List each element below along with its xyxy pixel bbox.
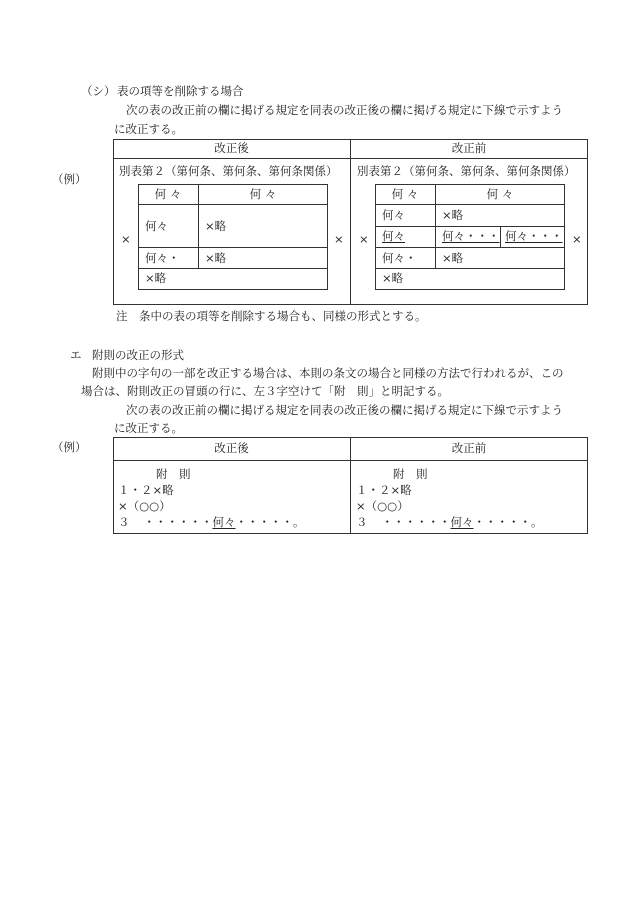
section-e-label: エ (70, 348, 82, 362)
after-mark-left: × (121, 232, 131, 246)
before-row2-c2: 何々・・・ (442, 229, 500, 243)
before-row3-c2: ×略 (442, 251, 464, 265)
table-divider (350, 139, 351, 305)
before-line2: ×（○○） (356, 499, 409, 513)
after-inner-rule-3 (138, 268, 328, 269)
before-line3 (356, 515, 543, 530)
before-col2-header: 何 々 (486, 187, 514, 201)
after-line3-num: ３ (118, 515, 130, 529)
after-line3-pre: ・・・・・・ (143, 515, 213, 529)
before-inner-split-rule (500, 226, 501, 247)
section-shi-desc-line1: 次の表の改正前の欄に掲げる規定を同表の改正後の欄に掲げる規定に下線で示すよう (126, 103, 563, 117)
before-inner-rule-4 (375, 268, 565, 269)
after-line1: １・２×略 (118, 483, 174, 497)
after-line2: ×（○○） (118, 499, 171, 513)
after-row2-c1: 何々・ (145, 251, 180, 265)
header-before: 改正前 (451, 141, 487, 155)
table2-header-after: 改正後 (214, 441, 249, 455)
before-line3-pre: ・・・・・・ (381, 515, 451, 529)
before-row2-c1: 何々 (382, 229, 405, 243)
before-line3-mid: 何々 (450, 515, 474, 529)
after-row1-c1: 何々 (145, 219, 168, 233)
after-inner-rule-1 (138, 204, 328, 205)
before-row4: ×略 (382, 271, 404, 285)
before-row1-c2: ×略 (442, 208, 464, 222)
after-row1-c2: ×略 (205, 219, 227, 233)
section-e-title: 附則の改正の形式 (92, 348, 184, 362)
after-row3: ×略 (145, 271, 167, 285)
after-col1-header: 何 々 (154, 187, 182, 201)
before-row1-c1: 何々 (382, 208, 405, 222)
before-mark-left: × (359, 232, 369, 246)
section-e-desc-line2: に改正する。 (114, 421, 183, 435)
before-fusoku-heading: 附 則 (393, 467, 428, 481)
before-col1-header: 何 々 (391, 187, 419, 201)
section-shi-label: （シ） (81, 84, 116, 98)
before-inner-rule-3 (375, 247, 565, 248)
after-line3-mid: 何々 (212, 515, 236, 529)
header-after: 改正後 (214, 141, 249, 155)
section-e-para-line1: 附則中の字句の一部を改正する場合は、本則の条文の場合と同様の方法で行われるが、この (92, 366, 564, 380)
before-line1: １・２×略 (356, 483, 412, 497)
section-shi-note: 注 条中の表の項等を削除する場合も、同様の形式とする。 (116, 309, 427, 323)
after-row2-c2: ×略 (205, 251, 227, 265)
before-line3-post: ・・・・・。 (473, 515, 543, 529)
after-mark-right: × (334, 232, 344, 246)
after-fusoku-heading: 附 則 (156, 467, 191, 481)
section-e-para-line2: 場合は、附則改正の冒頭の行に、左３字空けて「附 則」と明記する。 (81, 384, 449, 398)
before-line3-num: ３ (356, 515, 368, 529)
before-inner-rule-2 (375, 226, 565, 227)
section-e-desc-line1: 次の表の改正前の欄に掲げる規定を同表の改正後の欄に掲げる規定に下線で示すよう (126, 403, 563, 417)
before-mark-right: × (572, 232, 582, 246)
after-line3-post: ・・・・・。 (235, 515, 305, 529)
before-caption: 別表第２（第何条、第何条、第何条関係） (357, 164, 576, 178)
example-label-2: （例） (52, 440, 87, 454)
section-shi-title: 表の項等を削除する場合 (117, 84, 244, 98)
after-caption: 別表第２（第何条、第何条、第何条関係） (119, 164, 338, 178)
before-inner-rule-1 (375, 204, 565, 205)
table2-header-rule (113, 460, 588, 461)
before-row2-c3: 何々・・・ (505, 229, 563, 243)
section-shi-desc-line2: に改正する。 (114, 122, 183, 136)
after-line3 (118, 515, 305, 530)
table-header-rule (113, 158, 588, 159)
after-col2-header: 何 々 (249, 187, 277, 201)
example-label: （例） (52, 172, 87, 186)
table2-header-before: 改正前 (451, 441, 487, 455)
before-row3-c1: 何々・ (382, 251, 417, 265)
after-inner-rule-2 (138, 247, 328, 248)
